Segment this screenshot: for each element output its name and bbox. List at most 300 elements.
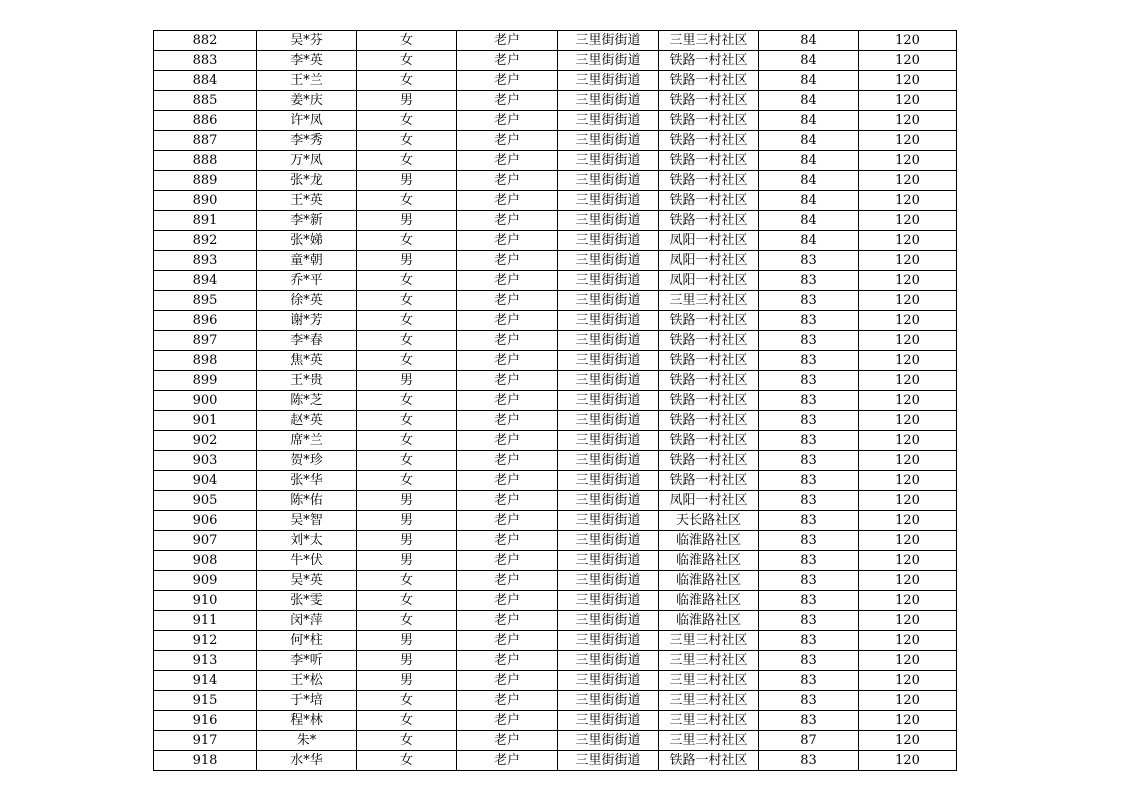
amount-cell: 120	[859, 311, 957, 331]
household-type-cell: 老户	[457, 351, 558, 371]
name-cell: 陈*芝	[257, 391, 357, 411]
table-row	[154, 631, 957, 651]
household-type-cell: 老户	[457, 671, 558, 691]
household-type-cell: 老户	[457, 611, 558, 631]
age-cell: 83	[759, 611, 859, 631]
community-cell: 三里三村社区	[659, 691, 759, 711]
name-cell: 何*柱	[257, 631, 357, 651]
street-cell: 三里街街道	[558, 511, 659, 531]
household-type-cell: 老户	[457, 151, 558, 171]
name-cell: 王*松	[257, 671, 357, 691]
serial-number-cell: 905	[154, 491, 257, 511]
community-cell: 铁路一村社区	[659, 311, 759, 331]
name-cell: 水*华	[257, 751, 357, 771]
age-cell: 83	[759, 331, 859, 351]
amount-cell: 120	[859, 171, 957, 191]
household-type-cell: 老户	[457, 571, 558, 591]
age-cell: 83	[759, 751, 859, 771]
gender-cell: 男	[357, 551, 457, 571]
community-cell: 临淮路社区	[659, 531, 759, 551]
street-cell: 三里街街道	[558, 531, 659, 551]
table-row	[154, 491, 957, 511]
household-type-cell: 老户	[457, 511, 558, 531]
name-cell: 朱*	[257, 731, 357, 751]
gender-cell: 女	[357, 351, 457, 371]
age-cell: 83	[759, 311, 859, 331]
amount-cell: 120	[859, 611, 957, 631]
table-row	[154, 111, 957, 131]
amount-cell: 120	[859, 491, 957, 511]
table-row	[154, 391, 957, 411]
age-cell: 87	[759, 731, 859, 751]
amount-cell: 120	[859, 651, 957, 671]
name-cell: 程*林	[257, 711, 357, 731]
name-cell: 赵*英	[257, 411, 357, 431]
name-cell: 李*春	[257, 331, 357, 351]
household-type-cell: 老户	[457, 411, 558, 431]
community-cell: 临淮路社区	[659, 591, 759, 611]
community-cell: 三里三村社区	[659, 671, 759, 691]
amount-cell: 120	[859, 691, 957, 711]
gender-cell: 女	[357, 151, 457, 171]
household-type-cell: 老户	[457, 271, 558, 291]
household-type-cell: 老户	[457, 471, 558, 491]
age-cell: 83	[759, 671, 859, 691]
table-row	[154, 711, 957, 731]
gender-cell: 女	[357, 611, 457, 631]
street-cell: 三里街街道	[558, 71, 659, 91]
serial-number-cell: 894	[154, 271, 257, 291]
table-row	[154, 51, 957, 71]
table-row	[154, 471, 957, 491]
serial-number-cell: 908	[154, 551, 257, 571]
table-row	[154, 691, 957, 711]
street-cell: 三里街街道	[558, 291, 659, 311]
amount-cell: 120	[859, 131, 957, 151]
serial-number-cell: 896	[154, 311, 257, 331]
name-cell: 许*凤	[257, 111, 357, 131]
street-cell: 三里街街道	[558, 131, 659, 151]
amount-cell: 120	[859, 191, 957, 211]
name-cell: 席*兰	[257, 431, 357, 451]
name-cell: 张*娣	[257, 231, 357, 251]
age-cell: 83	[759, 571, 859, 591]
serial-number-cell: 902	[154, 431, 257, 451]
amount-cell: 120	[859, 751, 957, 771]
name-cell: 乔*平	[257, 271, 357, 291]
name-cell: 李*新	[257, 211, 357, 231]
community-cell: 铁路一村社区	[659, 451, 759, 471]
household-type-cell: 老户	[457, 211, 558, 231]
amount-cell: 120	[859, 291, 957, 311]
age-cell: 83	[759, 391, 859, 411]
serial-number-cell: 895	[154, 291, 257, 311]
age-cell: 83	[759, 271, 859, 291]
amount-cell: 120	[859, 351, 957, 371]
street-cell: 三里街街道	[558, 171, 659, 191]
gender-cell: 女	[357, 471, 457, 491]
community-cell: 临淮路社区	[659, 571, 759, 591]
street-cell: 三里街街道	[558, 231, 659, 251]
table-row	[154, 251, 957, 271]
household-type-cell: 老户	[457, 291, 558, 311]
table-row	[154, 571, 957, 591]
age-cell: 84	[759, 51, 859, 71]
age-cell: 84	[759, 131, 859, 151]
community-cell: 凤阳一村社区	[659, 251, 759, 271]
age-cell: 84	[759, 111, 859, 131]
community-cell: 三里三村社区	[659, 731, 759, 751]
amount-cell: 120	[859, 471, 957, 491]
gender-cell: 女	[357, 131, 457, 151]
street-cell: 三里街街道	[558, 551, 659, 571]
name-cell: 王*兰	[257, 71, 357, 91]
community-cell: 三里三村社区	[659, 711, 759, 731]
gender-cell: 女	[357, 31, 457, 51]
serial-number-cell: 891	[154, 211, 257, 231]
table-body	[154, 31, 957, 771]
table-row	[154, 331, 957, 351]
age-cell: 83	[759, 631, 859, 651]
table-row	[154, 671, 957, 691]
street-cell: 三里街街道	[558, 111, 659, 131]
community-cell: 铁路一村社区	[659, 211, 759, 231]
name-cell: 王*贵	[257, 371, 357, 391]
age-cell: 83	[759, 691, 859, 711]
age-cell: 83	[759, 471, 859, 491]
age-cell: 83	[759, 551, 859, 571]
gender-cell: 女	[357, 71, 457, 91]
household-type-cell: 老户	[457, 371, 558, 391]
amount-cell: 120	[859, 571, 957, 591]
table-row	[154, 31, 957, 51]
community-cell: 三里三村社区	[659, 291, 759, 311]
community-cell: 三里三村社区	[659, 31, 759, 51]
data-table	[153, 30, 957, 771]
community-cell: 铁路一村社区	[659, 171, 759, 191]
street-cell: 三里街街道	[558, 591, 659, 611]
table-row	[154, 171, 957, 191]
age-cell: 84	[759, 71, 859, 91]
community-cell: 铁路一村社区	[659, 411, 759, 431]
community-cell: 铁路一村社区	[659, 91, 759, 111]
community-cell: 三里三村社区	[659, 651, 759, 671]
household-type-cell: 老户	[457, 91, 558, 111]
community-cell: 铁路一村社区	[659, 431, 759, 451]
age-cell: 83	[759, 251, 859, 271]
household-type-cell: 老户	[457, 691, 558, 711]
street-cell: 三里街街道	[558, 191, 659, 211]
amount-cell: 120	[859, 671, 957, 691]
community-cell: 铁路一村社区	[659, 751, 759, 771]
amount-cell: 120	[859, 591, 957, 611]
name-cell: 谢*芳	[257, 311, 357, 331]
table-row	[154, 351, 957, 371]
street-cell: 三里街街道	[558, 631, 659, 651]
street-cell: 三里街街道	[558, 751, 659, 771]
table-row	[154, 551, 957, 571]
serial-number-cell: 906	[154, 511, 257, 531]
table-row	[154, 651, 957, 671]
serial-number-cell: 904	[154, 471, 257, 491]
community-cell: 铁路一村社区	[659, 111, 759, 131]
age-cell: 83	[759, 291, 859, 311]
household-type-cell: 老户	[457, 231, 558, 251]
gender-cell: 男	[357, 511, 457, 531]
street-cell: 三里街街道	[558, 571, 659, 591]
table-row	[154, 371, 957, 391]
name-cell: 贺*珍	[257, 451, 357, 471]
serial-number-cell: 917	[154, 731, 257, 751]
gender-cell: 女	[357, 111, 457, 131]
age-cell: 84	[759, 191, 859, 211]
serial-number-cell: 901	[154, 411, 257, 431]
name-cell: 姜*庆	[257, 91, 357, 111]
name-cell: 牛*伏	[257, 551, 357, 571]
community-cell: 铁路一村社区	[659, 371, 759, 391]
age-cell: 83	[759, 351, 859, 371]
community-cell: 铁路一村社区	[659, 351, 759, 371]
street-cell: 三里街街道	[558, 371, 659, 391]
gender-cell: 男	[357, 671, 457, 691]
household-type-cell: 老户	[457, 711, 558, 731]
age-cell: 84	[759, 91, 859, 111]
table-row	[154, 311, 957, 331]
serial-number-cell: 886	[154, 111, 257, 131]
street-cell: 三里街街道	[558, 91, 659, 111]
amount-cell: 120	[859, 251, 957, 271]
amount-cell: 120	[859, 31, 957, 51]
serial-number-cell: 890	[154, 191, 257, 211]
household-type-cell: 老户	[457, 551, 558, 571]
serial-number-cell: 887	[154, 131, 257, 151]
name-cell: 于*培	[257, 691, 357, 711]
serial-number-cell: 889	[154, 171, 257, 191]
table-row	[154, 131, 957, 151]
street-cell: 三里街街道	[558, 391, 659, 411]
serial-number-cell: 912	[154, 631, 257, 651]
age-cell: 83	[759, 531, 859, 551]
street-cell: 三里街街道	[558, 491, 659, 511]
street-cell: 三里街街道	[558, 351, 659, 371]
household-type-cell: 老户	[457, 311, 558, 331]
name-cell: 吴*芬	[257, 31, 357, 51]
street-cell: 三里街街道	[558, 691, 659, 711]
gender-cell: 女	[357, 311, 457, 331]
table-row	[154, 751, 957, 771]
amount-cell: 120	[859, 331, 957, 351]
name-cell: 王*英	[257, 191, 357, 211]
age-cell: 83	[759, 591, 859, 611]
community-cell: 临淮路社区	[659, 611, 759, 631]
serial-number-cell: 888	[154, 151, 257, 171]
age-cell: 83	[759, 711, 859, 731]
serial-number-cell: 900	[154, 391, 257, 411]
name-cell: 陈*佑	[257, 491, 357, 511]
household-type-cell: 老户	[457, 71, 558, 91]
street-cell: 三里街街道	[558, 251, 659, 271]
gender-cell: 女	[357, 571, 457, 591]
street-cell: 三里街街道	[558, 611, 659, 631]
serial-number-cell: 918	[154, 751, 257, 771]
serial-number-cell: 882	[154, 31, 257, 51]
gender-cell: 女	[357, 691, 457, 711]
amount-cell: 120	[859, 511, 957, 531]
amount-cell: 120	[859, 391, 957, 411]
gender-cell: 女	[357, 451, 457, 471]
age-cell: 83	[759, 371, 859, 391]
street-cell: 三里街街道	[558, 211, 659, 231]
community-cell: 凤阳一村社区	[659, 231, 759, 251]
table-row	[154, 91, 957, 111]
table-row	[154, 511, 957, 531]
amount-cell: 120	[859, 211, 957, 231]
serial-number-cell: 884	[154, 71, 257, 91]
street-cell: 三里街街道	[558, 411, 659, 431]
name-cell: 童*朝	[257, 251, 357, 271]
community-cell: 临淮路社区	[659, 551, 759, 571]
gender-cell: 女	[357, 711, 457, 731]
amount-cell: 120	[859, 111, 957, 131]
street-cell: 三里街街道	[558, 311, 659, 331]
gender-cell: 女	[357, 291, 457, 311]
street-cell: 三里街街道	[558, 51, 659, 71]
serial-number-cell: 885	[154, 91, 257, 111]
name-cell: 张*雯	[257, 591, 357, 611]
serial-number-cell: 897	[154, 331, 257, 351]
community-cell: 铁路一村社区	[659, 151, 759, 171]
household-type-cell: 老户	[457, 331, 558, 351]
age-cell: 83	[759, 411, 859, 431]
gender-cell: 女	[357, 751, 457, 771]
amount-cell: 120	[859, 711, 957, 731]
gender-cell: 女	[357, 391, 457, 411]
age-cell: 83	[759, 511, 859, 531]
household-type-cell: 老户	[457, 591, 558, 611]
gender-cell: 女	[357, 591, 457, 611]
community-cell: 铁路一村社区	[659, 191, 759, 211]
gender-cell: 女	[357, 231, 457, 251]
household-type-cell: 老户	[457, 111, 558, 131]
serial-number-cell: 911	[154, 611, 257, 631]
name-cell: 焦*英	[257, 351, 357, 371]
name-cell: 李*英	[257, 51, 357, 71]
table-row	[154, 411, 957, 431]
name-cell: 徐*英	[257, 291, 357, 311]
serial-number-cell: 899	[154, 371, 257, 391]
household-type-cell: 老户	[457, 491, 558, 511]
gender-cell: 男	[357, 631, 457, 651]
household-type-cell: 老户	[457, 651, 558, 671]
gender-cell: 男	[357, 251, 457, 271]
name-cell: 李*听	[257, 651, 357, 671]
amount-cell: 120	[859, 71, 957, 91]
gender-cell: 男	[357, 531, 457, 551]
street-cell: 三里街街道	[558, 271, 659, 291]
household-type-cell: 老户	[457, 631, 558, 651]
table-row	[154, 71, 957, 91]
gender-cell: 女	[357, 731, 457, 751]
age-cell: 84	[759, 211, 859, 231]
community-cell: 铁路一村社区	[659, 391, 759, 411]
gender-cell: 女	[357, 411, 457, 431]
household-type-cell: 老户	[457, 51, 558, 71]
community-cell: 凤阳一村社区	[659, 491, 759, 511]
serial-number-cell: 903	[154, 451, 257, 471]
amount-cell: 120	[859, 231, 957, 251]
amount-cell: 120	[859, 551, 957, 571]
gender-cell: 男	[357, 491, 457, 511]
gender-cell: 男	[357, 91, 457, 111]
household-type-cell: 老户	[457, 431, 558, 451]
table-row	[154, 591, 957, 611]
community-cell: 铁路一村社区	[659, 131, 759, 151]
table-row	[154, 451, 957, 471]
gender-cell: 男	[357, 171, 457, 191]
age-cell: 84	[759, 151, 859, 171]
age-cell: 83	[759, 451, 859, 471]
amount-cell: 120	[859, 531, 957, 551]
community-cell: 天长路社区	[659, 511, 759, 531]
gender-cell: 女	[357, 271, 457, 291]
street-cell: 三里街街道	[558, 671, 659, 691]
age-cell: 83	[759, 491, 859, 511]
name-cell: 吴*智	[257, 511, 357, 531]
serial-number-cell: 892	[154, 231, 257, 251]
amount-cell: 120	[859, 431, 957, 451]
amount-cell: 120	[859, 731, 957, 751]
name-cell: 吴*英	[257, 571, 357, 591]
street-cell: 三里街街道	[558, 711, 659, 731]
table-row	[154, 211, 957, 231]
household-type-cell: 老户	[457, 131, 558, 151]
street-cell: 三里街街道	[558, 731, 659, 751]
gender-cell: 男	[357, 211, 457, 231]
table-row	[154, 731, 957, 751]
street-cell: 三里街街道	[558, 431, 659, 451]
name-cell: 张*华	[257, 471, 357, 491]
name-cell: 万*凤	[257, 151, 357, 171]
gender-cell: 男	[357, 651, 457, 671]
table-row	[154, 531, 957, 551]
serial-number-cell: 916	[154, 711, 257, 731]
serial-number-cell: 907	[154, 531, 257, 551]
table-row	[154, 191, 957, 211]
table-row	[154, 231, 957, 251]
name-cell: 李*秀	[257, 131, 357, 151]
street-cell: 三里街街道	[558, 151, 659, 171]
table-row	[154, 151, 957, 171]
street-cell: 三里街街道	[558, 31, 659, 51]
household-type-cell: 老户	[457, 391, 558, 411]
street-cell: 三里街街道	[558, 471, 659, 491]
table-row	[154, 291, 957, 311]
gender-cell: 男	[357, 371, 457, 391]
household-type-cell: 老户	[457, 171, 558, 191]
table-row	[154, 611, 957, 631]
community-cell: 铁路一村社区	[659, 331, 759, 351]
street-cell: 三里街街道	[558, 331, 659, 351]
amount-cell: 120	[859, 51, 957, 71]
serial-number-cell: 893	[154, 251, 257, 271]
household-type-cell: 老户	[457, 531, 558, 551]
household-type-cell: 老户	[457, 31, 558, 51]
age-cell: 84	[759, 231, 859, 251]
street-cell: 三里街街道	[558, 651, 659, 671]
household-type-cell: 老户	[457, 731, 558, 751]
serial-number-cell: 910	[154, 591, 257, 611]
serial-number-cell: 914	[154, 671, 257, 691]
